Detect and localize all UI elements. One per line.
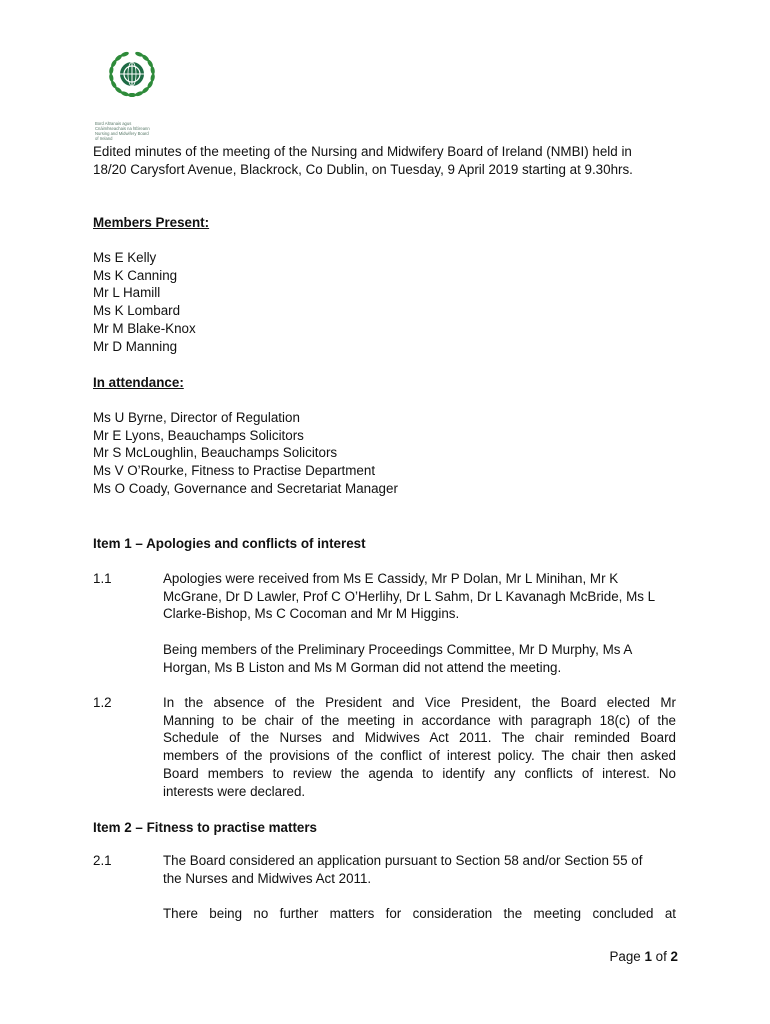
text-line: interests were declared. bbox=[163, 783, 306, 799]
paragraph-1-1-continued bbox=[163, 641, 676, 676]
logo-caption-line: Cnáimhseachais na hÉireann bbox=[95, 126, 150, 131]
paragraph-number: 1.2 bbox=[93, 695, 112, 710]
logo-caption-line: of Ireland bbox=[95, 136, 113, 141]
logo-caption-line: Nursing and Midwifery Board bbox=[95, 131, 149, 136]
member-name: Ms E Kelly bbox=[93, 250, 157, 265]
page-total: 2 bbox=[670, 949, 678, 964]
wreath-globe-icon bbox=[99, 44, 165, 110]
text-line: In the absence of the President and Vice President, the Board elected Mr bbox=[163, 695, 676, 710]
attendee-name: Ms U Byrne, Director of Regulation bbox=[93, 410, 300, 425]
intro-paragraph bbox=[93, 143, 693, 178]
logo-caption-line: Bord Altranais agus bbox=[95, 121, 132, 126]
members-present-heading: Members Present: bbox=[93, 215, 210, 230]
text-line: Being members of the Preliminary Proceedings Committee, Mr D Murphy, Ms A bbox=[163, 642, 633, 657]
text-line: Clarke-Bishop, Ms C Cocoman and Mr M Higgins. bbox=[163, 606, 460, 622]
laurel-leaf bbox=[109, 73, 114, 82]
laurel-leaf bbox=[150, 73, 155, 82]
laurel-leaf bbox=[128, 93, 136, 97]
text-line: Apologies were received from Ms E Cassidy, Mr P Dolan, Mr L Minihan, Mr K bbox=[163, 571, 619, 586]
intro-line: Edited minutes of the meeting of the Nursing and Midwifery Board of Ireland (NMBI) held in bbox=[93, 144, 632, 159]
paragraph-2-1 bbox=[163, 852, 676, 887]
intro-line: 18/20 Carysfort Avenue, Blackrock, Co Dublin, on Tuesday, 9 April 2019 starting at 9.30hrs. bbox=[93, 161, 633, 177]
text-line: There being no further matters for consideration the meeting concluded at bbox=[163, 906, 676, 921]
paragraph-1-1 bbox=[163, 570, 676, 623]
member-name: Ms K Canning bbox=[93, 267, 178, 283]
paragraph-2-1-continued bbox=[163, 905, 676, 923]
text-line: The Board considered an application pursuant to Section 58 and/or Section 55 of bbox=[163, 853, 643, 868]
paragraph-number: 1.1 bbox=[93, 571, 112, 586]
text-line: the Nurses and Midwives Act 2011. bbox=[163, 870, 372, 886]
member-name: Mr D Manning bbox=[93, 338, 178, 354]
of-word: of bbox=[655, 949, 667, 964]
text-line: Manning to be chair of the meeting in accordance with paragraph 18(c) of the bbox=[163, 712, 676, 728]
text-line: Board members to review the agenda to identify any conflicts of interest. No bbox=[163, 765, 676, 781]
page-footer bbox=[609, 948, 678, 966]
item2-heading: Item 2 – Fitness to practise matters bbox=[93, 820, 318, 835]
laurel-leaf bbox=[109, 66, 114, 75]
text-line: members of the provisions of the conflict of interest policy. The chair then asked bbox=[163, 748, 676, 764]
attendee-name: Ms O Coady, Governance and Secretariat Manager bbox=[93, 480, 398, 496]
laurel-leaf bbox=[150, 66, 155, 75]
paragraph-number: 2.1 bbox=[93, 853, 112, 868]
text-line: Horgan, Ms B Liston and Ms M Gorman did not attend the meeting. bbox=[163, 659, 562, 675]
paragraph-1-2 bbox=[163, 694, 676, 800]
attendee-name: Ms V O’Rourke, Fitness to Practise Department bbox=[93, 463, 376, 479]
logo-caption bbox=[95, 121, 175, 141]
attendee-name: Mr E Lyons, Beauchamps Solicitors bbox=[93, 427, 304, 443]
page-word: Page bbox=[609, 949, 641, 964]
attendee-name: Mr S McLoughlin, Beauchamps Solicitors bbox=[93, 445, 338, 461]
item1-heading: Item 1 – Apologies and conflicts of interest bbox=[93, 536, 366, 551]
in-attendance-list bbox=[93, 409, 398, 498]
member-name: Ms K Lombard bbox=[93, 303, 181, 319]
members-present-list bbox=[93, 249, 196, 355]
text-line: Schedule of the Nurses and Midwives Act 2011. The chair reminded Board bbox=[163, 730, 676, 746]
in-attendance-heading: In attendance: bbox=[93, 375, 184, 390]
page-number: 1 bbox=[644, 949, 652, 964]
member-name: Mr M Blake-Knox bbox=[93, 320, 196, 336]
nmbi-logo bbox=[93, 44, 173, 141]
text-line: McGrane, Dr D Lawler, Prof C O’Herlihy, Dr L Sahm, Dr L Kavanagh McBride, Ms L bbox=[163, 588, 656, 604]
member-name: Mr L Hamill bbox=[93, 285, 161, 301]
